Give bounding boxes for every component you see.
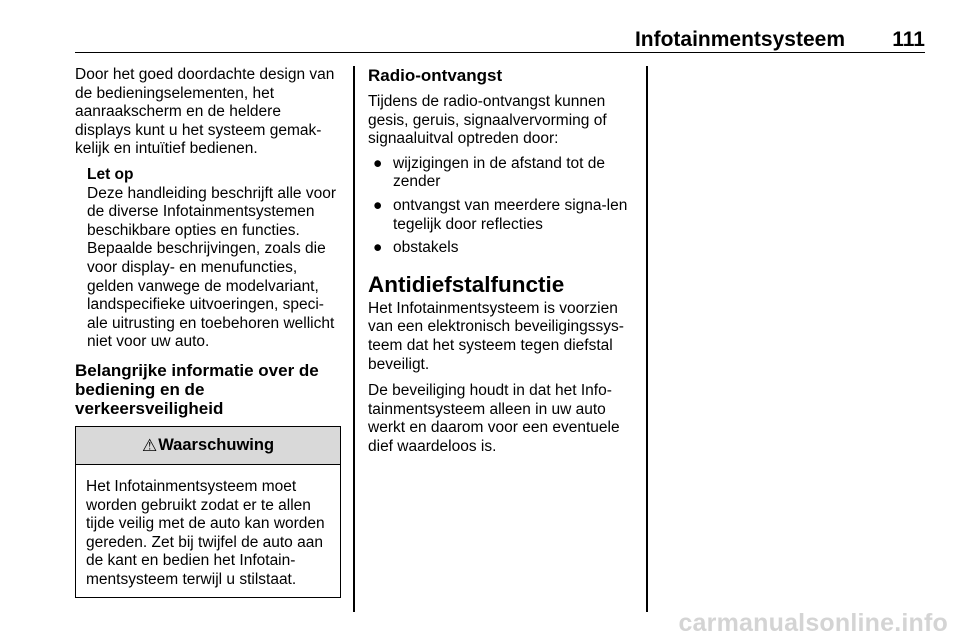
intro-paragraph: Door het goed doordachte design van de bedieningselementen, het aanraakscherm en de heldere displays kunt u het systeem gemak-kelijk en intuïtief bedienen. (75, 66, 335, 158)
warning-header (76, 427, 340, 465)
bullet-icon: ● (373, 239, 383, 257)
warning-triangle-icon: ⚠ (141, 435, 158, 455)
warning-box (75, 426, 341, 599)
note-text: Deze handleiding beschrijft alle voor de diverse Infotainmentsystemen beschikbare opties en functies. Bepaalde beschrijvingen, zoals die voor display- en menufuncties, gelden vanwege de modelvariant, landspecifieke uitvoeringen, speci-ale uitrusting en toebehoren wellicht niet voor uw auto. (87, 184, 337, 351)
warning-text: Het Infotainmentsysteem moet worden gebruikt zodat er te allen tijde veilig met de auto kan worden gereden. Zet bij twijfel de auto aan de kant en bedien het Infotain-mentsysteem terwijl u stilstaat. (86, 477, 325, 588)
list-item-text: obstakels (393, 239, 459, 257)
list-item-text: ontvangst van meerdere signa-len tegelijk door reflecties (393, 196, 628, 233)
radio-heading: Radio-ontvangst (368, 66, 503, 85)
page-title: Infotainmentsysteem (634, 28, 845, 51)
section-heading: Belangrijke informatie over de bediening en de verkeersveiligheid (75, 360, 319, 418)
anti-theft-paragraph-1: Het Infotainmentsysteem is voorzien van een elektronisch beveiligingssys-teem dat het systeem tegen diefstal beveiligt. (368, 299, 624, 373)
anti-theft-paragraph-2: De beveiliging houdt in dat het Info-tainmentsysteem alleen in uw auto werkt en daarom voor een eventuele dief waardeloos is. (368, 382, 620, 455)
left-column (75, 66, 341, 598)
watermark: carmanualsonline.info (678, 609, 948, 637)
bullet-icon: ● (373, 154, 383, 172)
page-header (75, 28, 925, 53)
bullet-icon: ● (373, 196, 383, 214)
column-divider-right (646, 66, 648, 612)
column-divider-left (353, 66, 355, 612)
middle-column (368, 66, 634, 457)
list-item (368, 155, 634, 192)
note-title: Let op (87, 165, 134, 183)
list-item (368, 239, 634, 258)
list-item (368, 197, 634, 234)
page-number: 111 (892, 28, 925, 51)
anti-theft-heading: Antidiefstalfunctie (368, 271, 565, 297)
list-item-text: wijzigingen in de afstand tot de zender (393, 154, 605, 191)
radio-intro: Tijdens de radio-ontvangst kunnen gesis, geruis, signaalvervorming of signaaluitval optreden door: (368, 93, 607, 148)
warning-title: Waarschuwing (158, 435, 275, 454)
note-block (75, 166, 341, 352)
radio-bullet-list (368, 155, 634, 258)
